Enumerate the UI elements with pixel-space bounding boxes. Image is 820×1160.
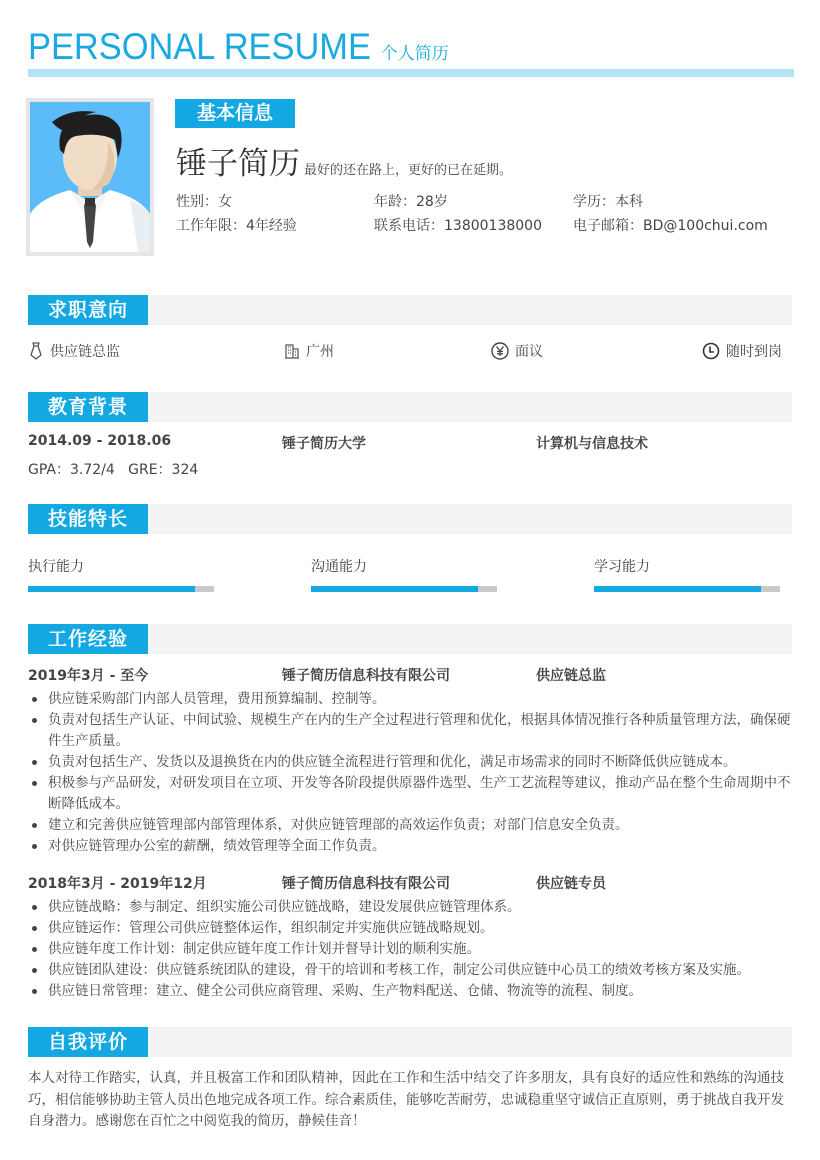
list-item: 建立和完善供应链管理部内部管理体系，对供应链管理部的高效运作负责；对部门信息安全负责。 [28,815,794,836]
basic-info-grid [176,191,796,239]
skill-bar-track [28,586,214,592]
list-item: 供应链运作：管理公司供应链整体运作，组织制定并实施供应链战略规划。 [28,918,794,939]
edu-school: 锤子简历大学 [282,436,366,452]
info-email: 电子邮箱：BD@100chui.com [573,218,768,234]
info-age: 年龄：28岁 [374,194,448,210]
info-phone: 联系电话：13800138000 [374,218,542,234]
list-item: 积极参与产品研发，对研发项目在立项、开发等各阶段提供原器件选型、生产工艺流程等建议，推动产品在整个生命周期中不断降低成本。 [28,773,794,815]
resume-title [28,26,449,68]
skill-bar-track [311,586,497,592]
section-tag: 自我评价 [28,1027,148,1057]
skill-item [311,556,497,592]
motto: 最好的还在路上，更好的已在延期。 [304,163,513,178]
section-header-job-intent [28,295,792,325]
section-tag-basic-info: 基本信息 [175,99,295,128]
section-header-work [28,624,792,654]
list-item: 供应链日常管理：建立、健全公司供应商管理、采购、生产物料配送、仓储、物流等的流程、制度。 [28,981,794,1002]
list-item: 对供应链管理办公室的薪酬，绩效管理等全面工作负责。 [28,836,794,857]
skill-label: 沟通能力 [311,559,367,575]
section-tag: 工作经验 [28,624,148,654]
section-tag: 求职意向 [28,295,148,325]
list-item: 供应链战略：参与制定、组织实施公司供应链战略，建设发展供应链管理体系。 [28,897,794,918]
title-chinese: 个人简历 [380,44,449,64]
section-header-self-eval [28,1027,792,1057]
job-company: 锤子简历信息科技有限公司 [282,876,450,892]
list-item: 负责对包括生产认证、中间试验、规模生产在内的生产全过程进行管理和优化，根据具体情况推行各种质量管理方法，确保硬件生产质量。 [28,710,794,752]
skill-item [28,556,214,592]
skill-label: 执行能力 [28,559,84,575]
tie-icon [28,342,44,360]
avatar-photo [26,98,154,256]
list-item: 供应链采购部门内部人员管理，费用预算编制、控制等。 [28,689,794,710]
skill-label: 学习能力 [594,559,650,575]
job-header [28,665,792,685]
candidate-name: 锤子简历 [176,146,300,182]
title-english: PERSONAL RESUME [28,26,371,67]
intent-city: 广州 [284,341,334,361]
edu-period: 2014.09 - 2018.06 [28,433,172,449]
list-item: 负责对包括生产、发货以及退换货在内的供应链全流程进行管理和优化，满足市场需求的同时不断降低供应链成本。 [28,752,794,773]
avatar-person-icon [30,102,150,252]
job-company: 锤子简历信息科技有限公司 [282,668,450,684]
section-header-skills [28,504,792,534]
name-row [176,138,512,183]
clock-icon [702,342,720,360]
skill-bar-fill [28,586,195,592]
info-education: 学历：本科 [573,194,643,210]
skill-bar-track [594,586,780,592]
job-header [28,873,792,893]
job-duties-list [28,897,794,1002]
intent-position: 供应链总监 [28,341,120,361]
self-evaluation-text: 本人对待工作踏实，认真，并且极富工作和团队精神，因此在工作和生活中结交了许多朋友，具有良好的适应性和熟练的沟通技巧，相信能够协助主管人员出色地完成各项工作。综合素质佳，能够吃苦耐劳，忠诚稳重坚守诚信正直原则，勇于挑战自我开发自身潜力。感谢您在百忙之中阅览我的简历，静候佳音！ [28,1070,784,1129]
section-tag: 技能特长 [28,504,148,534]
job-duties-list [28,689,794,857]
intent-availability: 随时到岗 [702,341,782,361]
edu-major: 计算机与信息技术 [536,436,648,452]
job-title: 供应链总监 [536,668,606,684]
info-work-years: 工作年限：4年经验 [176,218,297,234]
edu-scores: GPA：3.72/4 GRE：324 [28,462,199,478]
list-item: 供应链年度工作计划：制定供应链年度工作计划并督导计划的顺利实施。 [28,939,794,960]
intent-salary: 面议 [491,341,543,361]
job-period: 2018年3月 - 2019年12月 [28,876,207,892]
title-underline-bar [28,69,794,77]
list-item: 供应链团队建设：供应链系统团队的建设，骨干的培训和考核工作，制定公司供应链中心员工的绩效考核方案及实施。 [28,960,794,981]
info-gender: 性别：女 [176,194,232,210]
job-title: 供应链专员 [536,876,606,892]
section-header-education [28,392,792,422]
job-intent-row [28,341,792,361]
yen-icon [491,342,509,360]
skill-bar-fill [594,586,761,592]
building-icon [284,343,300,359]
skill-bar-fill [311,586,478,592]
skill-item [594,556,780,592]
section-tag: 教育背景 [28,392,148,422]
job-period: 2019年3月 - 至今 [28,668,149,684]
